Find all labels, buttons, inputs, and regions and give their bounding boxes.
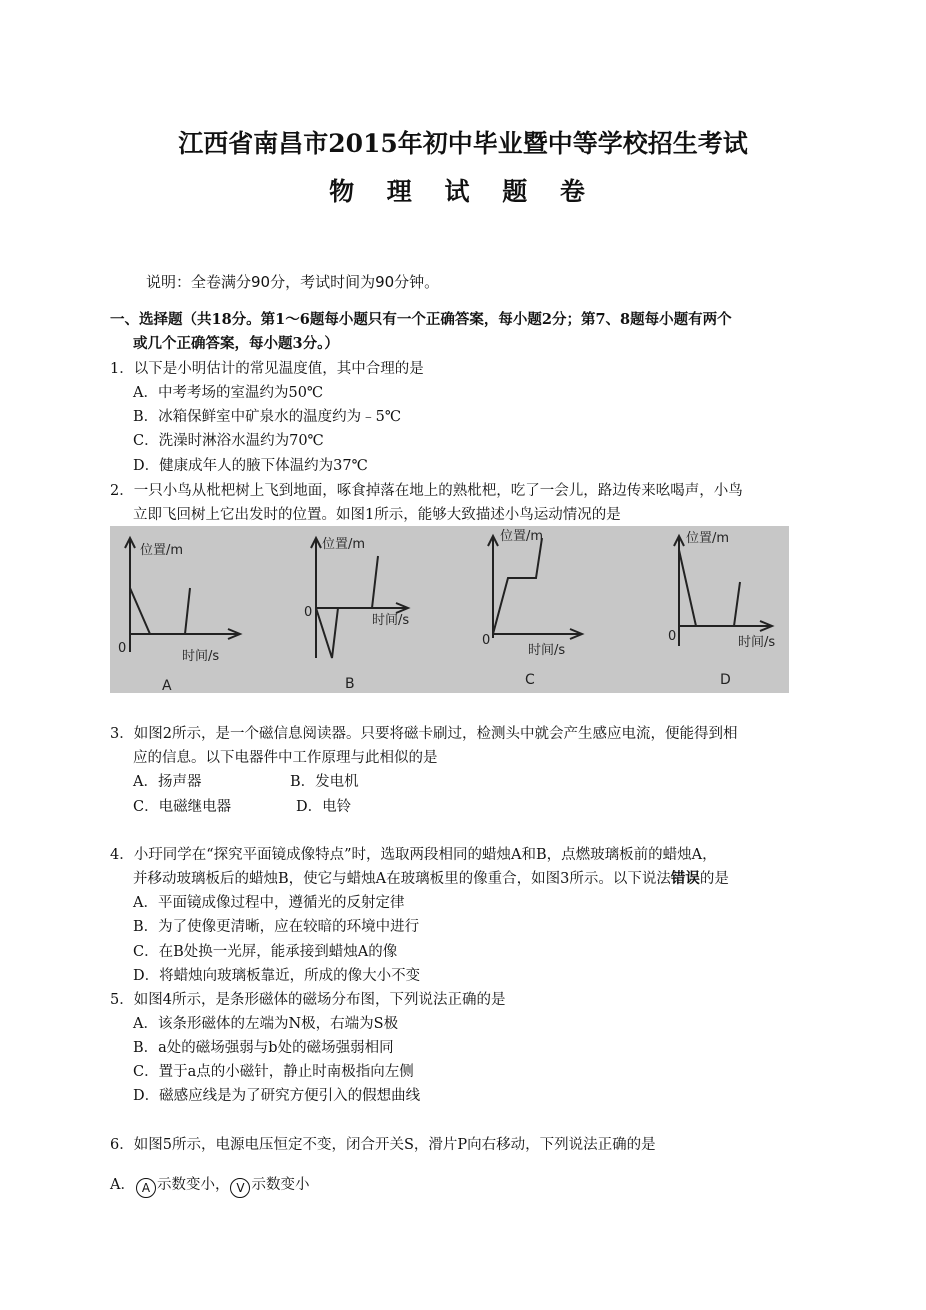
q3-option-d: D．电铃 bbox=[296, 799, 352, 815]
graph-c-xlabel: 时间/s bbox=[528, 643, 566, 658]
graph-d-ylabel: 位置/m bbox=[686, 531, 730, 546]
graph-c-origin: 0 bbox=[482, 633, 491, 648]
graph-a-label: A bbox=[162, 678, 172, 693]
q4-stem-text: 并移动玻璃板后的蜡烛B，使它与蜡烛A在玻璃板里的像重合，如图3所示。以下说法 bbox=[133, 871, 671, 887]
q3-stem-line2: 应的信息。以下电器件中工作原理与此相似的是 bbox=[133, 750, 438, 766]
exam-title: 江西省南昌市2015年初中毕业暨中等学校招生考试 bbox=[178, 129, 748, 158]
section-heading-line1: 一、选择题（共18分。第1～6题每小题只有一个正确答案，每小题2分；第7、8题每小题有两个 bbox=[110, 311, 732, 328]
q5-option-b: B．a处的磁场强弱与b处的磁场强弱相同 bbox=[133, 1040, 394, 1056]
q1-option-d: D．健康成年人的腋下体温约为37℃ bbox=[133, 458, 368, 474]
q4-option-c: C．在B处换一光屏，能承接到蜡烛A的像 bbox=[133, 944, 398, 960]
q3-option-c: C．电磁继电器 bbox=[133, 799, 232, 815]
graph-c-line bbox=[493, 538, 542, 634]
graph-b-ylabel: 位置/m bbox=[322, 537, 366, 552]
q4-option-b: B．为了使像更清晰，应在较暗的环境中进行 bbox=[133, 919, 420, 935]
q5-stem: 5．如图4所示，是条形磁体的磁场分布图，下列说法正确的是 bbox=[110, 992, 506, 1008]
ammeter-icon: A bbox=[136, 1178, 156, 1198]
q1-stem: 1．以下是小明估计的常见温度值，其中合理的是 bbox=[110, 361, 424, 377]
q6-option-a-suffix: 示数变小 bbox=[251, 1177, 310, 1193]
graph-d-line bbox=[679, 550, 740, 626]
figure-1-graphs bbox=[110, 526, 789, 693]
graph-a-line bbox=[130, 588, 190, 634]
graph-b-origin: 0 bbox=[304, 605, 313, 620]
graph-a-ylabel: 位置/m bbox=[140, 543, 184, 558]
q1-option-b: B．冰箱保鲜室中矿泉水的温度约为﹣5℃ bbox=[133, 409, 402, 425]
graph-c-ylabel: 位置/m bbox=[500, 529, 544, 544]
q6-option-a-mid: 示数变小， bbox=[156, 1177, 230, 1193]
q4-stem-line2 bbox=[133, 867, 729, 891]
q6-stem: 6．如图5所示，电源电压恒定不变，闭合开关S，滑片P向右移动，下列说法正确的是 bbox=[110, 1137, 656, 1153]
q6-option-a-prefix: A． bbox=[110, 1177, 135, 1193]
graph-d-origin: 0 bbox=[668, 629, 677, 644]
graph-a-xlabel: 时间/s bbox=[182, 649, 220, 664]
section-heading-line2: 或几个正确答案，每小题3分。） bbox=[133, 335, 339, 352]
graph-b-xlabel: 时间/s bbox=[372, 613, 410, 628]
q4-option-d: D．将蜡烛向玻璃板靠近，所成的像大小不变 bbox=[133, 968, 421, 984]
q5-option-a: A．该条形磁体的左端为N极，右端为S极 bbox=[133, 1016, 399, 1032]
exam-subtitle: 物 理 试 题 卷 bbox=[329, 177, 597, 206]
graph-d-xlabel: 时间/s bbox=[738, 635, 776, 650]
q2-stem-line1: 2．一只小鸟从枇杷树上飞到地面，啄食掉落在地上的熟枇杷，吃了一会儿，路边传来吆喝声，小鸟 bbox=[110, 483, 743, 499]
q4-stem-line1: 4．小玗同学在“探究平面镜成像特点”时，选取两段相同的蜡烛A和B，点燃玻璃板前的蜡烛A， bbox=[110, 847, 717, 863]
graph-c-label: C bbox=[525, 672, 535, 688]
q4-stem-end: 的是 bbox=[699, 871, 729, 887]
q2-stem-line2: 立即飞回树上它出发时的位置。如图1所示，能够大致描述小鸟运动情况的是 bbox=[133, 507, 621, 523]
q4-emphasis-wrong: 错误 bbox=[670, 870, 700, 887]
q1-option-c: C．洗澡时淋浴水温约为70℃ bbox=[133, 433, 324, 449]
graph-a-origin: 0 bbox=[118, 641, 127, 656]
q3-option-a: A．扬声器 bbox=[133, 774, 202, 790]
q6-option-a bbox=[110, 1173, 309, 1198]
q3-option-b: B．发电机 bbox=[290, 774, 359, 790]
graph-b-label: B bbox=[345, 676, 355, 692]
exam-note: 说明：全卷满分90分，考试时间为90分钟。 bbox=[146, 273, 440, 291]
q1-option-a: A．中考考场的室温约为50℃ bbox=[133, 385, 324, 401]
q5-option-d: D．磁感应线是为了研究方便引入的假想曲线 bbox=[133, 1088, 421, 1104]
q3-stem-line1: 3．如图2所示，是一个磁信息阅读器。只要将磁卡刷过，检测头中就会产生感应电流，便能得到相 bbox=[110, 726, 738, 742]
q4-option-a: A．平面镜成像过程中，遵循光的反射定律 bbox=[133, 895, 405, 911]
voltmeter-icon: V bbox=[230, 1178, 250, 1198]
graph-d-label: D bbox=[720, 672, 731, 688]
q5-option-c: C．置于a点的小磁针，静止时南极指向左侧 bbox=[133, 1064, 414, 1080]
